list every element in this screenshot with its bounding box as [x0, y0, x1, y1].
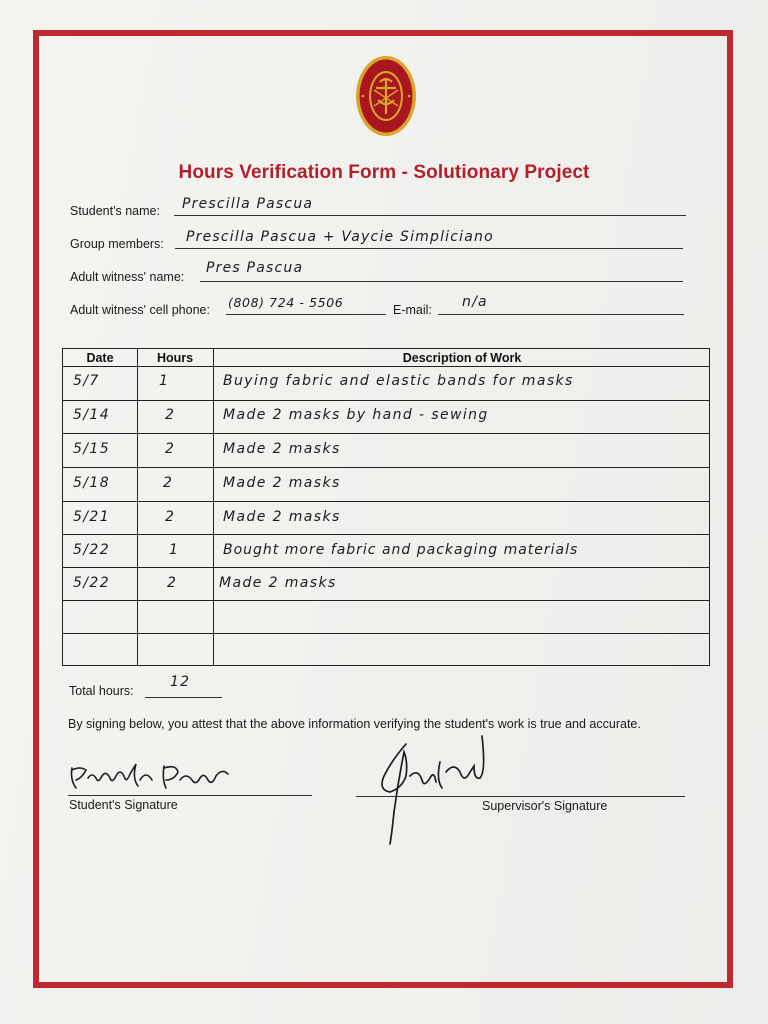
adult-witness-name-line	[200, 281, 683, 282]
table-row-divider	[63, 467, 709, 468]
email-line	[438, 314, 684, 315]
row-5-hours[interactable]: 2	[165, 509, 176, 525]
student-name-label: Student's name:	[70, 204, 160, 218]
row-4-date[interactable]: 5/18	[73, 475, 111, 491]
header-description: Description of Work	[402, 351, 522, 365]
header-date: Date	[86, 351, 114, 365]
row-2-description[interactable]: Made 2 masks by hand - sewing	[223, 407, 489, 423]
row-6-hours[interactable]: 1	[169, 542, 180, 558]
table-row-divider	[63, 366, 709, 367]
supervisor-signature-image[interactable]	[370, 732, 490, 848]
student-name-line	[174, 215, 686, 216]
header-hours: Hours	[156, 351, 194, 365]
student-signature-label: Student's Signature	[69, 798, 178, 812]
row-3-date[interactable]: 5/15	[73, 441, 111, 457]
adult-witness-phone-label: Adult witness' cell phone:	[70, 303, 210, 317]
email-value[interactable]: n/a	[462, 294, 488, 310]
row-5-description[interactable]: Made 2 masks	[223, 509, 341, 525]
row-2-date[interactable]: 5/14	[73, 407, 111, 423]
supervisor-signature-line	[356, 796, 685, 797]
table-row-divider	[63, 400, 709, 401]
attestation-text: By signing below, you attest that the above information verifying the student's work is true and accurate.	[68, 717, 641, 731]
table-col-divider	[213, 349, 214, 665]
row-1-hours[interactable]: 1	[159, 373, 170, 389]
group-members-value[interactable]: Prescilla Pascua + Vaycie Simpliciano	[186, 229, 494, 245]
form-title: Hours Verification Form - Solutionary Project	[178, 162, 590, 183]
row-1-description[interactable]: Buying fabric and elastic bands for masks	[223, 373, 574, 389]
row-2-hours[interactable]: 2	[165, 407, 176, 423]
email-label: E-mail:	[393, 303, 432, 317]
school-seal-icon	[354, 54, 418, 138]
row-6-date[interactable]: 5/22	[73, 542, 111, 558]
group-members-label: Group members:	[70, 237, 164, 251]
table-row-divider	[63, 433, 709, 434]
adult-witness-phone-line	[226, 314, 386, 315]
table-col-divider	[137, 349, 138, 665]
student-signature-image[interactable]	[66, 758, 236, 794]
table-row-divider	[63, 600, 709, 601]
row-7-date[interactable]: 5/22	[73, 575, 111, 591]
table-row-divider	[63, 534, 709, 535]
row-4-hours[interactable]: 2	[163, 475, 174, 491]
student-name-value[interactable]: Prescilla Pascua	[182, 196, 314, 212]
adult-witness-name-value[interactable]: Pres Pascua	[206, 260, 304, 276]
row-7-description[interactable]: Made 2 masks	[219, 575, 337, 591]
table-row-divider	[63, 633, 709, 634]
row-7-hours[interactable]: 2	[167, 575, 178, 591]
adult-witness-phone-value[interactable]: (808) 724 - 5506	[228, 295, 344, 310]
table-row-divider	[63, 501, 709, 502]
adult-witness-name-label: Adult witness' name:	[70, 270, 185, 284]
row-1-date[interactable]: 5/7	[73, 373, 100, 389]
hours-table	[62, 348, 710, 666]
total-hours-line	[145, 697, 222, 698]
row-3-description[interactable]: Made 2 masks	[223, 441, 341, 457]
row-4-description[interactable]: Made 2 masks	[223, 475, 341, 491]
row-6-description[interactable]: Bought more fabric and packaging materials	[223, 542, 579, 558]
total-hours-value[interactable]: 12	[170, 674, 191, 690]
total-hours-label: Total hours:	[69, 684, 134, 698]
table-row-divider	[63, 567, 709, 568]
student-signature-line	[68, 795, 312, 796]
group-members-line	[175, 248, 683, 249]
row-5-date[interactable]: 5/21	[73, 509, 111, 525]
row-3-hours[interactable]: 2	[165, 441, 176, 457]
supervisor-signature-label: Supervisor's Signature	[482, 799, 608, 813]
